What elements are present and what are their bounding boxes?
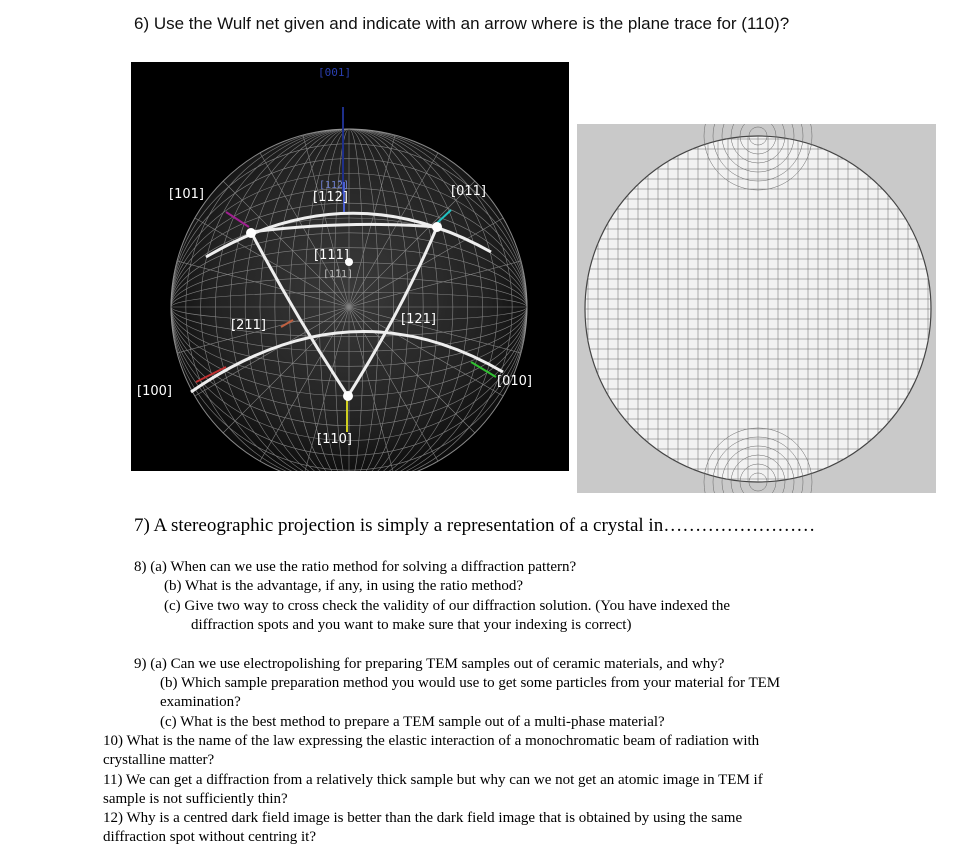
label-010: [010] [497, 374, 532, 389]
question-9b-line1: (b) Which sample preparation method you would use to get some particles from your material for TEM [160, 675, 781, 691]
label-111: [111] [314, 248, 349, 263]
label-110: [110] [317, 432, 352, 447]
question-12-line1: 12) Why is a centred dark field image is better than the dark field image that is obtained by using the same [103, 810, 743, 826]
wulff-net-drawing [577, 124, 936, 493]
question-11-line1: 11) We can get a diffraction from a relatively thick sample but why can we not get an atomic image in TEM if [103, 772, 763, 788]
question-9b-line2: examination? [160, 694, 241, 710]
label-211: [211] [231, 318, 266, 333]
question-9c: (c) What is the best method to prepare a TEM sample out of a multi-phase material? [160, 714, 665, 730]
sphere-drawing [131, 62, 569, 471]
question-8b: (b) What is the advantage, if any, in using the ratio method? [164, 578, 524, 594]
label-001: [001] [318, 66, 352, 79]
label-100: [100] [137, 384, 172, 399]
stereographic-sphere-figure [131, 62, 569, 471]
label-011: [011] [451, 184, 486, 199]
label-121: [121] [401, 312, 436, 327]
question-10-line2: crystalline matter? [103, 752, 215, 768]
question-6: 6) Use the Wulf net given and indicate with an arrow where is the plane trace for (110)? [134, 14, 790, 33]
question-8c-line2: diffraction spots and you want to make sure that your indexing is correct) [191, 617, 632, 633]
label-112-ghost: [11̄2] [319, 180, 350, 191]
question-11-line2: sample is not sufficiently thin? [103, 791, 288, 807]
question-12-line2: diffraction spot without centring it? [103, 829, 317, 845]
question-7: 7) A stereographic projection is simply a representation of a crystal in…………………… [134, 515, 816, 536]
label-111-ghost: [1̄11] [323, 269, 354, 280]
label-101: [101] [169, 187, 204, 202]
label-112: [112] [313, 190, 348, 205]
wulff-net-figure [577, 124, 936, 493]
question-9a: 9) (a) Can we use electropolishing for preparing TEM samples out of ceramic materials, and why? [134, 656, 725, 672]
question-8c-line1: (c) Give two way to cross check the validity of our diffraction solution. (You have indexed the [164, 598, 730, 614]
question-8a: 8) (a) When can we use the ratio method for solving a diffraction pattern? [134, 559, 577, 575]
question-10-line1: 10) What is the name of the law expressing the elastic interaction of a monochromatic beam of radiation with [103, 733, 760, 749]
